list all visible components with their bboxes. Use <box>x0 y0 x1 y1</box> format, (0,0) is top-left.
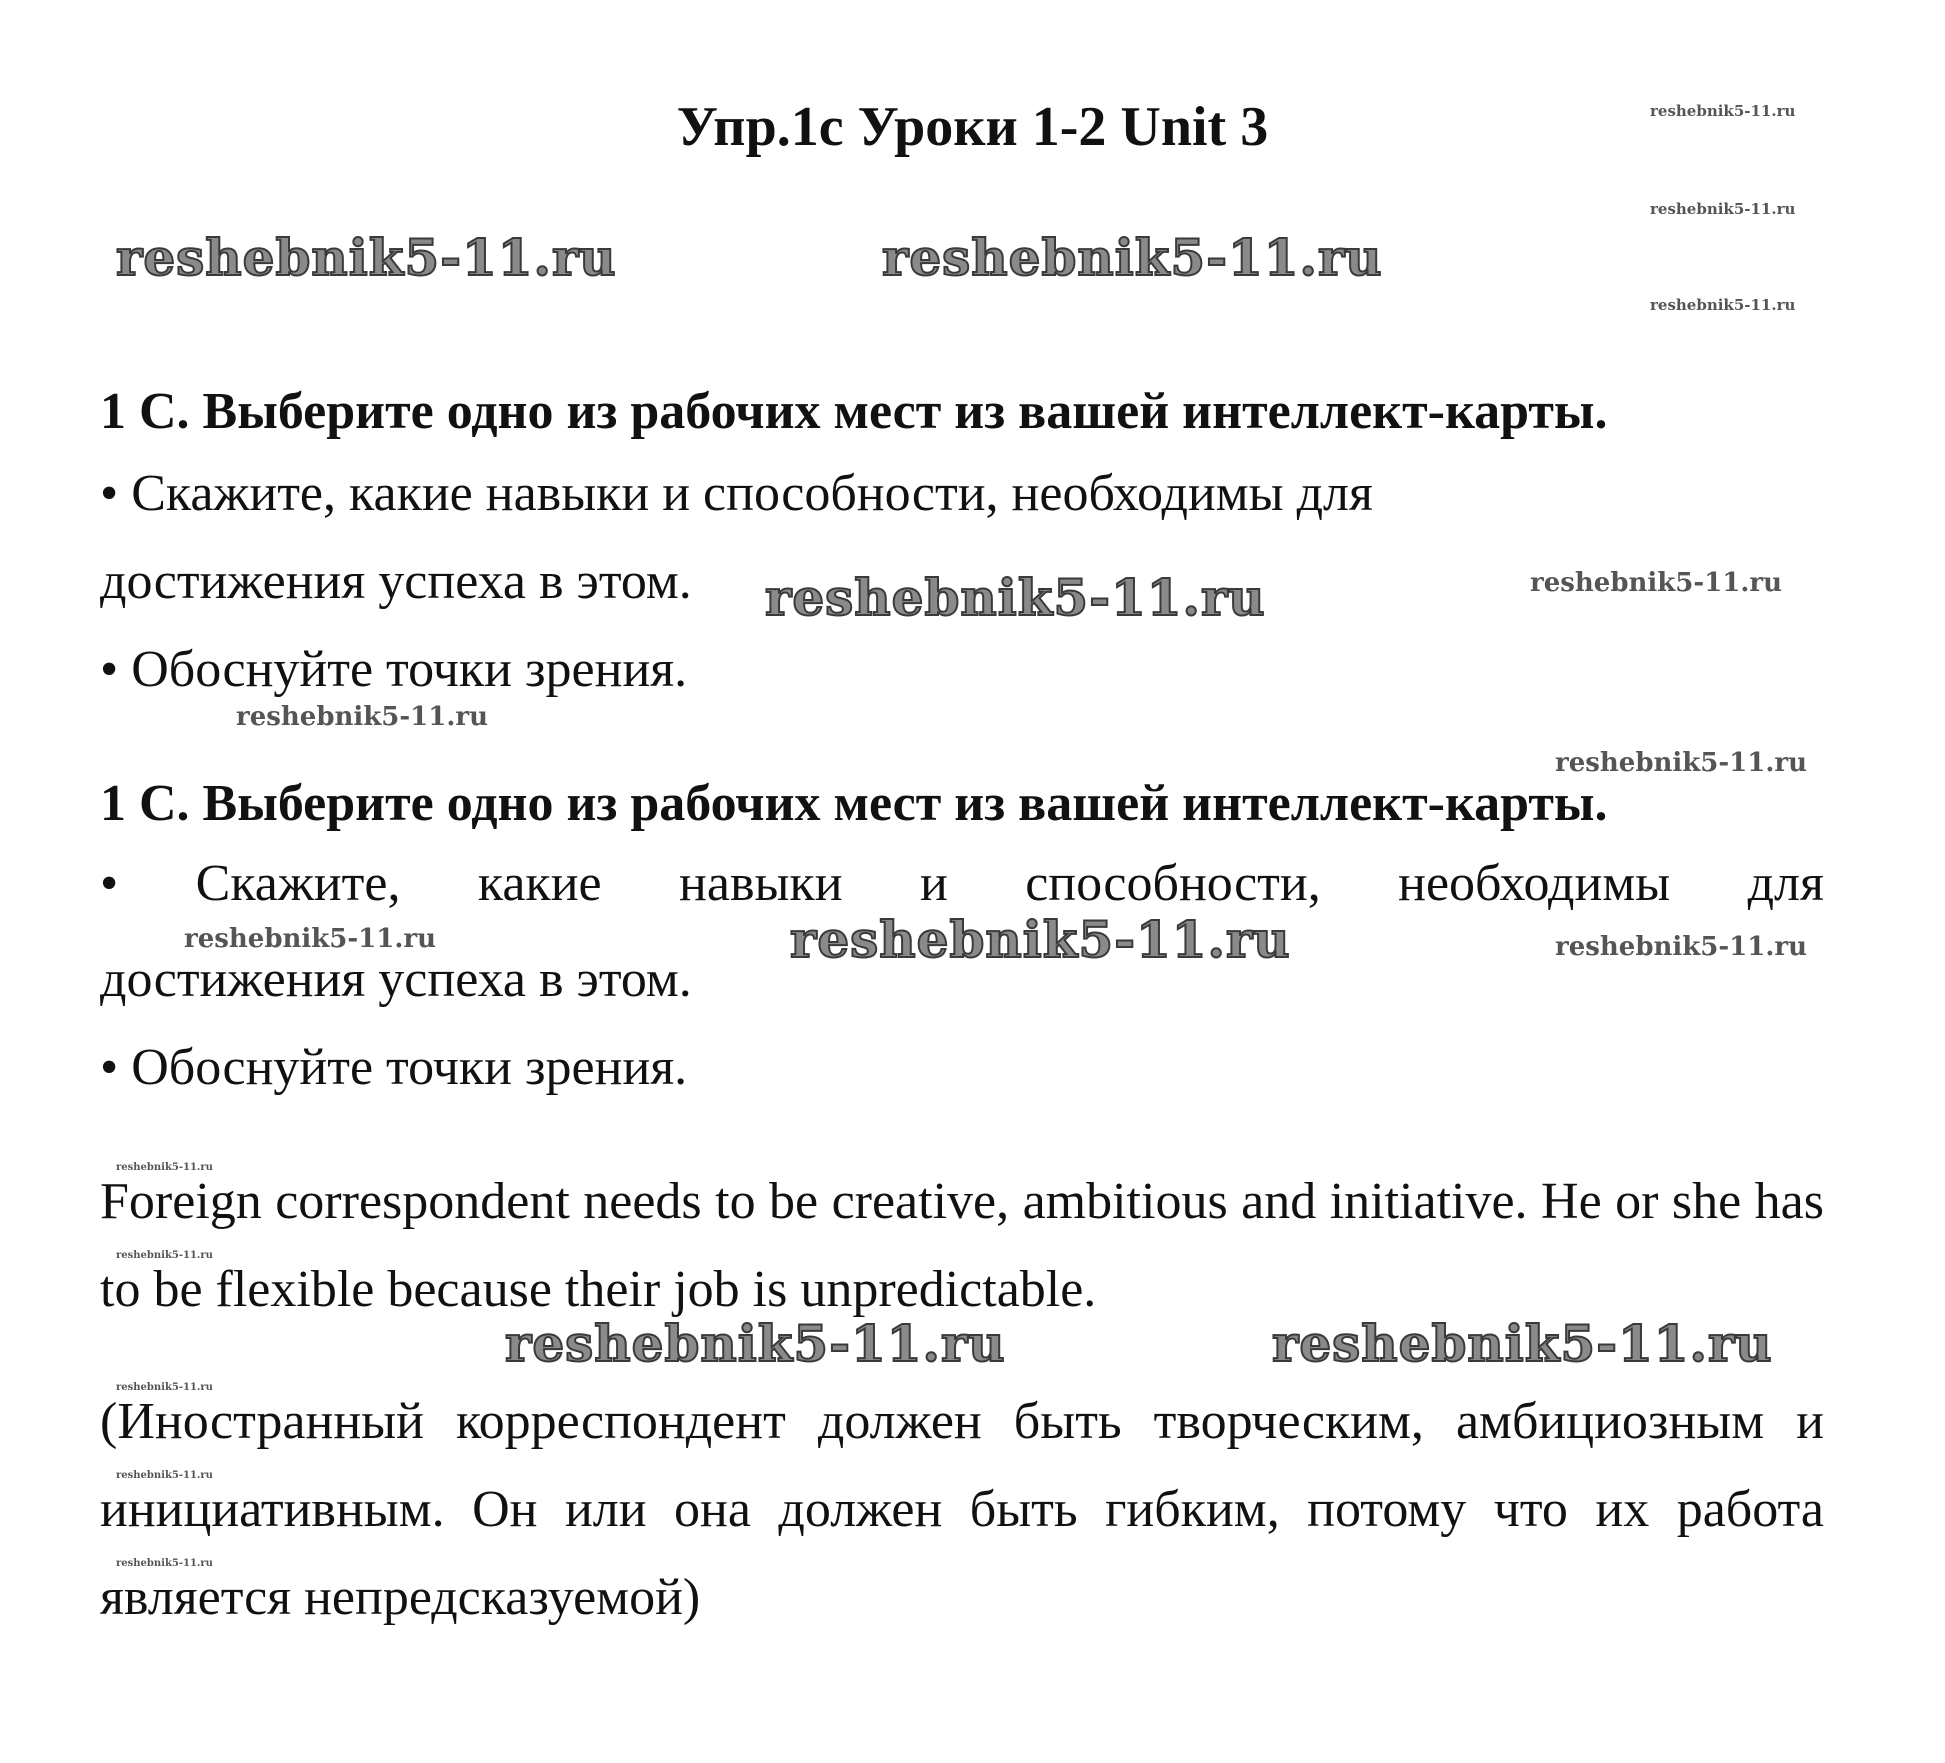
word: навыки <box>679 855 843 912</box>
word: необходимы <box>1398 855 1671 912</box>
answer-english: Foreign correspondent needs to be creative, ambitious and initiative. He or she has to be flexible because their job is unpredictable. <box>100 1173 1824 1318</box>
word: какие <box>477 855 602 912</box>
watermark: reshebnik5-11.ru <box>790 910 1291 969</box>
watermark: reshebnik5-11.ru <box>1530 568 1783 598</box>
watermark: reshebnik5-11.ru <box>1650 200 1796 218</box>
watermark: reshebnik5-11.ru <box>116 1250 213 1261</box>
watermark: reshebnik5-11.ru <box>116 1382 213 1393</box>
watermark: reshebnik5-11.ru <box>184 924 437 954</box>
watermark: reshebnik5-11.ru <box>882 228 1383 287</box>
watermark: reshebnik5-11.ru <box>116 1470 213 1481</box>
watermark: reshebnik5-11.ru <box>116 1162 213 1173</box>
bullet-text: • Обоснуйте точки зрения. <box>100 1039 688 1096</box>
watermark: reshebnik5-11.ru <box>1272 1314 1773 1373</box>
word: и <box>919 855 948 912</box>
word: способности, <box>1025 855 1321 912</box>
word: • <box>100 855 119 912</box>
watermark: reshebnik5-11.ru <box>505 1314 1006 1373</box>
page-title: Упр.1с Уроки 1-2 Unit 3 <box>676 96 1269 158</box>
task-heading: 1 С. Выберите одно из рабочих мест из вашей интеллект-карты. <box>100 383 1608 440</box>
watermark: reshebnik5-11.ru <box>765 568 1266 627</box>
bullet-text: достижения успеха в этом. <box>100 553 692 610</box>
watermark: reshebnik5-11.ru <box>1650 296 1796 314</box>
bullet-text: • Обоснуйте точки зрения. <box>100 641 688 698</box>
word: для <box>1747 855 1824 912</box>
watermark: reshebnik5-11.ru <box>1555 748 1808 778</box>
bullet-text: • Скажите, какие навыки и способности, необходимы для <box>100 465 1373 522</box>
word: Скажите, <box>195 855 401 912</box>
watermark: reshebnik5-11.ru <box>1555 932 1808 962</box>
watermark: reshebnik5-11.ru <box>1650 102 1796 120</box>
watermark: reshebnik5-11.ru <box>116 228 617 287</box>
task-heading: 1 С. Выберите одно из рабочих мест из вашей интеллект-карты. <box>100 775 1608 832</box>
answer-russian: (Иностранный корреспондент должен быть творческим, амбициозным и инициативным. Он или она должен быть гибким, потому что их работа является непредсказуемой) <box>100 1393 1824 1626</box>
bullet-words <box>100 852 1824 916</box>
bullet-text <box>100 852 1824 916</box>
watermark: reshebnik5-11.ru <box>116 1558 213 1569</box>
bullet-text: достижения успеха в этом. <box>100 951 692 1008</box>
watermark: reshebnik5-11.ru <box>236 702 489 732</box>
